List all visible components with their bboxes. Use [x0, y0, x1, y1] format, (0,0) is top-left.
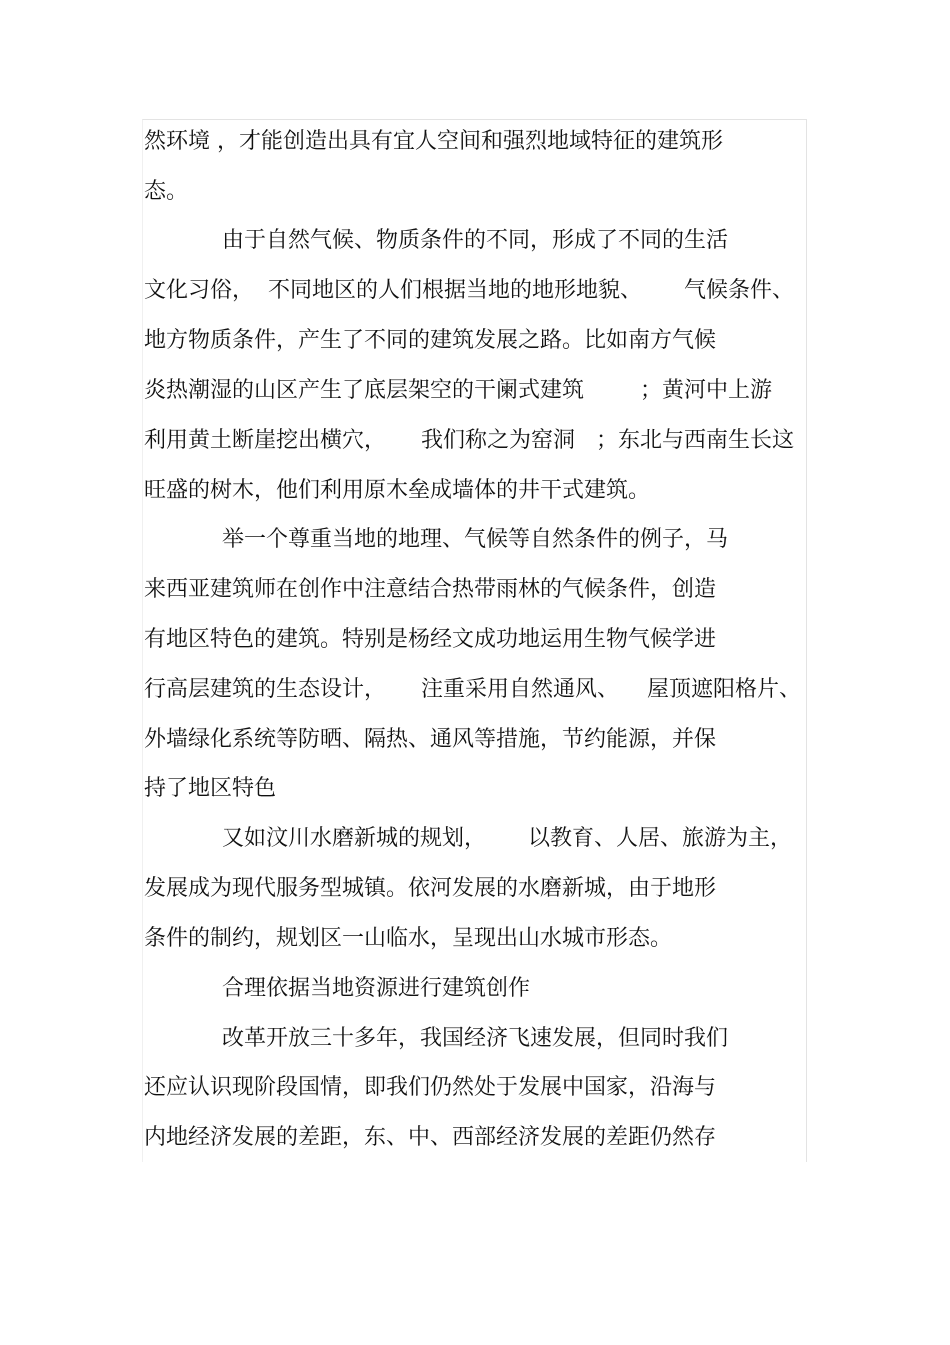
text-line-20: 还应认识现阶段国情，即我们仍然处于发展中国家，沿海与 [144, 1075, 717, 1100]
text-line-2: 态。 [144, 179, 189, 204]
text-line-9: 举一个尊重当地的地理、气候等自然条件的例子，马 [222, 527, 729, 552]
text-line-15: 又如汶川水磨新城的规划， 以教育、人居、旅游为主， [222, 826, 792, 851]
text-line-6: 炎热潮湿的山区产生了底层架空的干阑式建筑 ；黄河中上游 [144, 378, 772, 403]
text-line-11: 有地区特色的建筑。特别是杨经文成功地运用生物气候学进 [144, 627, 717, 652]
text-line-8: 旺盛的树木，他们利用原木垒成墙体的井干式建筑。 [144, 478, 651, 503]
text-line-10: 来西亚建筑师在创作中注意结合热带雨林的气候条件，创造 [144, 577, 717, 602]
text-line-17: 条件的制约，规划区一山临水，呈现出山水城市形态。 [144, 926, 673, 951]
text-line-14: 持了地区特色 [144, 776, 277, 801]
text-line-21: 内地经济发展的差距，东、中、西部经济发展的差距仍然存 [144, 1125, 717, 1150]
text-line-13: 外墙绿化系统等防晒、隔热、通风等措施，节约能源，并保 [144, 727, 717, 752]
text-line-7: 利用黄土断崖挖出横穴， 我们称之为窑洞 ；东北与西南生长这 [144, 428, 794, 453]
text-line-5: 地方物质条件，产生了不同的建筑发展之路。比如南方气候 [144, 328, 717, 353]
text-line-1: 然环境 ，才能创造出具有宜人空间和强烈地域特征的建筑形 [144, 129, 723, 154]
text-line-19: 改革开放三十多年，我国经济飞速发展，但同时我们 [222, 1026, 729, 1051]
text-line-18: 合理依据当地资源进行建筑创作 [222, 976, 531, 1001]
text-line-3: 由于自然气候、物质条件的不同，形成了不同的生活 [222, 228, 729, 253]
text-line-12: 行高层建筑的生态设计， 注重采用自然通风、 屋顶遮阳格片、 [144, 677, 801, 702]
text-line-16: 发展成为现代服务型城镇。依河发展的水磨新城，由于地形 [144, 876, 717, 901]
text-line-4: 文化习俗， 不同地区的人们根据当地的地形地貌、 气候条件、 [144, 278, 794, 303]
